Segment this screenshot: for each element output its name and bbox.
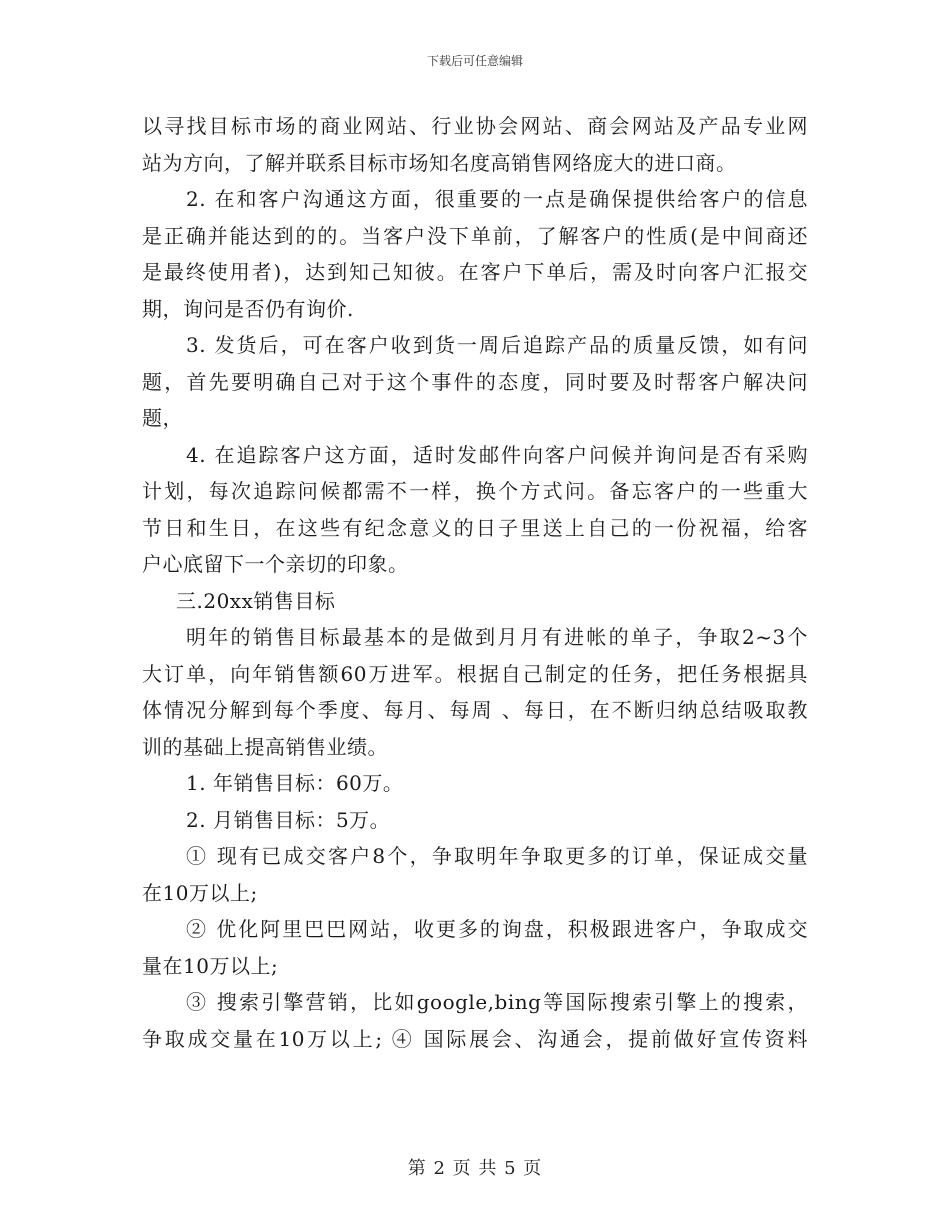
text-line: 是正确并能达到的的。当客户没下单前，了解客户的性质(是中间商还 (142, 223, 808, 248)
text-line: 是最终使用者)，达到知己知彼。在客户下单后，需及时向客户汇报交 (142, 260, 808, 284)
text-line: 题， (142, 406, 183, 430)
document-body (142, 108, 808, 1057)
text-line: 量在10万以上; (142, 953, 279, 978)
text-line: 4. 在追踪客户这方面，适时发邮件向客户问候并询问是否有采购 (186, 442, 808, 467)
page-header: 下载后可任意编辑 (426, 54, 523, 68)
section-heading: 三.20xx销售目标 (176, 588, 336, 613)
text-line: 1. 年销售目标：60万。 (186, 771, 404, 795)
text-line: 户心底留下一个亲切的印象。 (142, 552, 409, 576)
text-line: 2. 在和客户沟通这方面，很重要的一点是确保提供给客户的信息 (186, 187, 808, 211)
text-line: 站为方向，了解并联系目标市场知名度高销售网络庞大的进口商。 (142, 150, 737, 175)
text-line: 期，询问是否仍有询价. (142, 296, 354, 321)
text-line: 在10万以上; (142, 880, 258, 905)
text-line: 训的基础上提高销售业绩。 (142, 734, 388, 759)
page-footer: 第 2 页 共 5 页 (407, 1158, 543, 1179)
text-line: 争取成交量在10万以上; ④ 国际展会、沟通会，提前做好宣传资料 (142, 1026, 808, 1051)
text-line: 大订单，向年销售额60万进军。根据自己制定的任务，把任务根据具 (142, 661, 808, 686)
text-line: 以寻找目标市场的商业网站、行业协会网站、商会网站及产品专业网 (142, 114, 808, 138)
text-line: ① 现有已成交客户8个，争取明年争取更多的订单，保证成交量 (186, 844, 808, 868)
text-line: 题，首先要明确自己对于这个事件的态度，同时要及时帮客户解决问 (142, 369, 808, 394)
text-line: 体情况分解到每个季度、每月、每周 、每日，在不断归纳总结吸取教 (142, 698, 808, 722)
text-line: 节日和生日，在这些有纪念意义的日子里送上自己的一份祝福，给客 (142, 515, 808, 540)
text-line: 3. 发货后，可在客户收到货一周后追踪产品的质量反馈，如有问 (186, 333, 808, 357)
text-line: ③ 搜索引擎营销，比如google,bing等国际搜索引擎上的搜索， (186, 990, 808, 1014)
text-line: ② 优化阿里巴巴网站，收更多的询盘，积极跟进客户，争取成交 (186, 917, 808, 941)
text-line: 计划，每次追踪问候都需不一样，换个方式问。备忘客户的一些重大 (142, 479, 808, 503)
text-line: 2. 月销售目标：5万。 (186, 807, 391, 832)
text-line: 明年的销售目标最基本的是做到月月有进帐的单子，争取2~3个 (186, 625, 808, 649)
